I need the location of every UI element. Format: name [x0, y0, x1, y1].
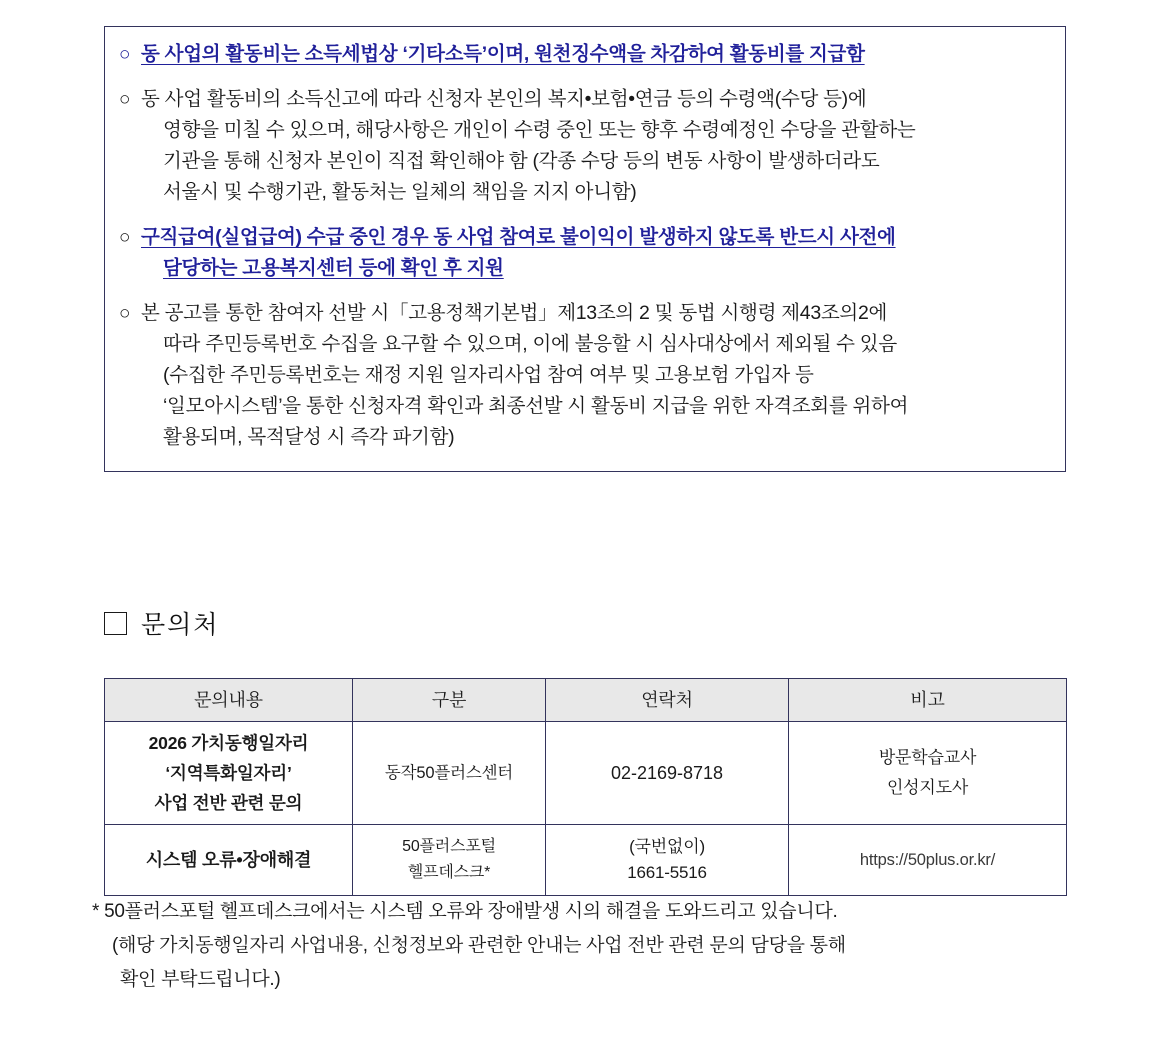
contact-table [104, 678, 1067, 896]
notice-line: 따라 주민등록번호 수집을 요구할 수 있으며, 이에 불응할 시 심사대상에서 제외될 수 있음 [163, 333, 897, 355]
notice-item-text [141, 298, 1051, 453]
cell-line: 50플러스포털 [402, 838, 496, 855]
notice-line: 영향을 미칠 수 있으며, 해당사항은 개인이 수령 중인 또는 향후 수령예정인 수당을 관할하는 [163, 119, 916, 141]
cell-line: 헬프데스크* [407, 864, 491, 881]
notice-item-text [141, 39, 1051, 70]
circle-bullet-icon: ○ [119, 89, 131, 110]
cell-line: 사업 전반 관련 문의 [154, 793, 303, 813]
circle-bullet-icon: ○ [119, 44, 131, 65]
notice-line: 구직급여(실업급여) 수급 중인 경우 동 사업 참여로 불이익이 발생하지 않도록 반드시 사전에 [141, 226, 896, 248]
notice-item [119, 298, 1051, 453]
table-row [105, 825, 1067, 896]
column-header-content: 문의내용 [105, 679, 353, 722]
section-title: 문의처 [141, 611, 220, 639]
column-header-note: 비고 [789, 679, 1067, 722]
table-header-row [105, 679, 1067, 722]
notice-line: 동 사업의 활동비는 소득세법상 ‘기타소득’이며, 원천징수액을 차감하여 활동비를 지급함 [141, 43, 865, 65]
footnote-line: 확인 부탁드립니다.) [120, 969, 281, 990]
cell-line[interactable]: https://50plus.or.kr/ [859, 850, 996, 869]
cell-line: (국번없이) [629, 837, 705, 856]
notice-line: (수집한 주민등록번호는 재정 지원 일자리사업 참여 여부 및 고용보험 가입자 등 [163, 364, 814, 386]
notice-line: 서울시 및 수행기관, 활동처는 일체의 책임을 지지 아니함) [163, 181, 637, 203]
footnote-line: * 50플러스포털 헬프데스크에서는 시스템 오류와 장애발생 시의 해결을 도와드리고 있습니다. [92, 901, 838, 922]
notice-line: 동 사업 활동비의 소득신고에 따라 신청자 본인의 복지•보험•연금 등의 수령액(수당 등)에 [141, 88, 867, 110]
cell-line: 1661-5516 [627, 863, 707, 882]
cell-line: 방문학습교사 [878, 748, 977, 767]
cell-line: 시스템 오류•장애해결 [145, 849, 312, 870]
footnote-line: (해당 가치동행일자리 사업내용, 신청정보와 관련한 안내는 사업 전반 관련 문의 담당을 통해 [112, 935, 846, 956]
cell-phone [546, 825, 789, 896]
cell-line: 인성지도사 [886, 778, 969, 797]
cell-line: 02-2169-8718 [610, 762, 724, 783]
circle-bullet-icon: ○ [119, 303, 131, 324]
notice-box [104, 26, 1066, 472]
cell-content [105, 825, 353, 896]
notice-item-text [141, 222, 1051, 284]
column-header-phone: 연락처 [546, 679, 789, 722]
cell-division [353, 722, 546, 825]
cell-note-link[interactable] [789, 825, 1067, 896]
table-row [105, 722, 1067, 825]
notice-item-text [141, 84, 1051, 208]
notice-line: 담당하는 고용복지센터 등에 확인 후 지원 [163, 257, 504, 279]
notice-item [119, 39, 1051, 70]
circle-bullet-icon: ○ [119, 227, 131, 248]
notice-line: 기관을 통해 신청자 본인이 직접 확인해야 함 (각종 수당 등의 변동 사항이 발생하더라도 [163, 150, 880, 172]
cell-line: 2026 가치동행일자리 [148, 733, 309, 753]
cell-note [789, 722, 1067, 825]
column-header-division: 구분 [353, 679, 546, 722]
section-heading [104, 605, 219, 641]
notice-item [119, 84, 1051, 208]
notice-line: ‘일모아시스템’을 통한 신청자격 확인과 최종선발 시 활동비 지급을 위한 자격조회를 위하여 [163, 395, 909, 417]
notice-item [119, 222, 1051, 284]
cell-content [105, 722, 353, 825]
cell-division [353, 825, 546, 896]
square-outline-icon [104, 612, 127, 635]
cell-line: 동작50플러스센터 [384, 763, 514, 782]
cell-phone [546, 722, 789, 825]
footnote [92, 895, 1072, 997]
notice-line: 활용되며, 목적달성 시 즉각 파기함) [163, 426, 455, 448]
notice-line: 본 공고를 통한 참여자 선발 시「고용정책기본법」제13조의 2 및 동법 시행령 제43조의2에 [141, 302, 888, 324]
cell-line: ‘지역특화일자리’ [165, 763, 292, 783]
